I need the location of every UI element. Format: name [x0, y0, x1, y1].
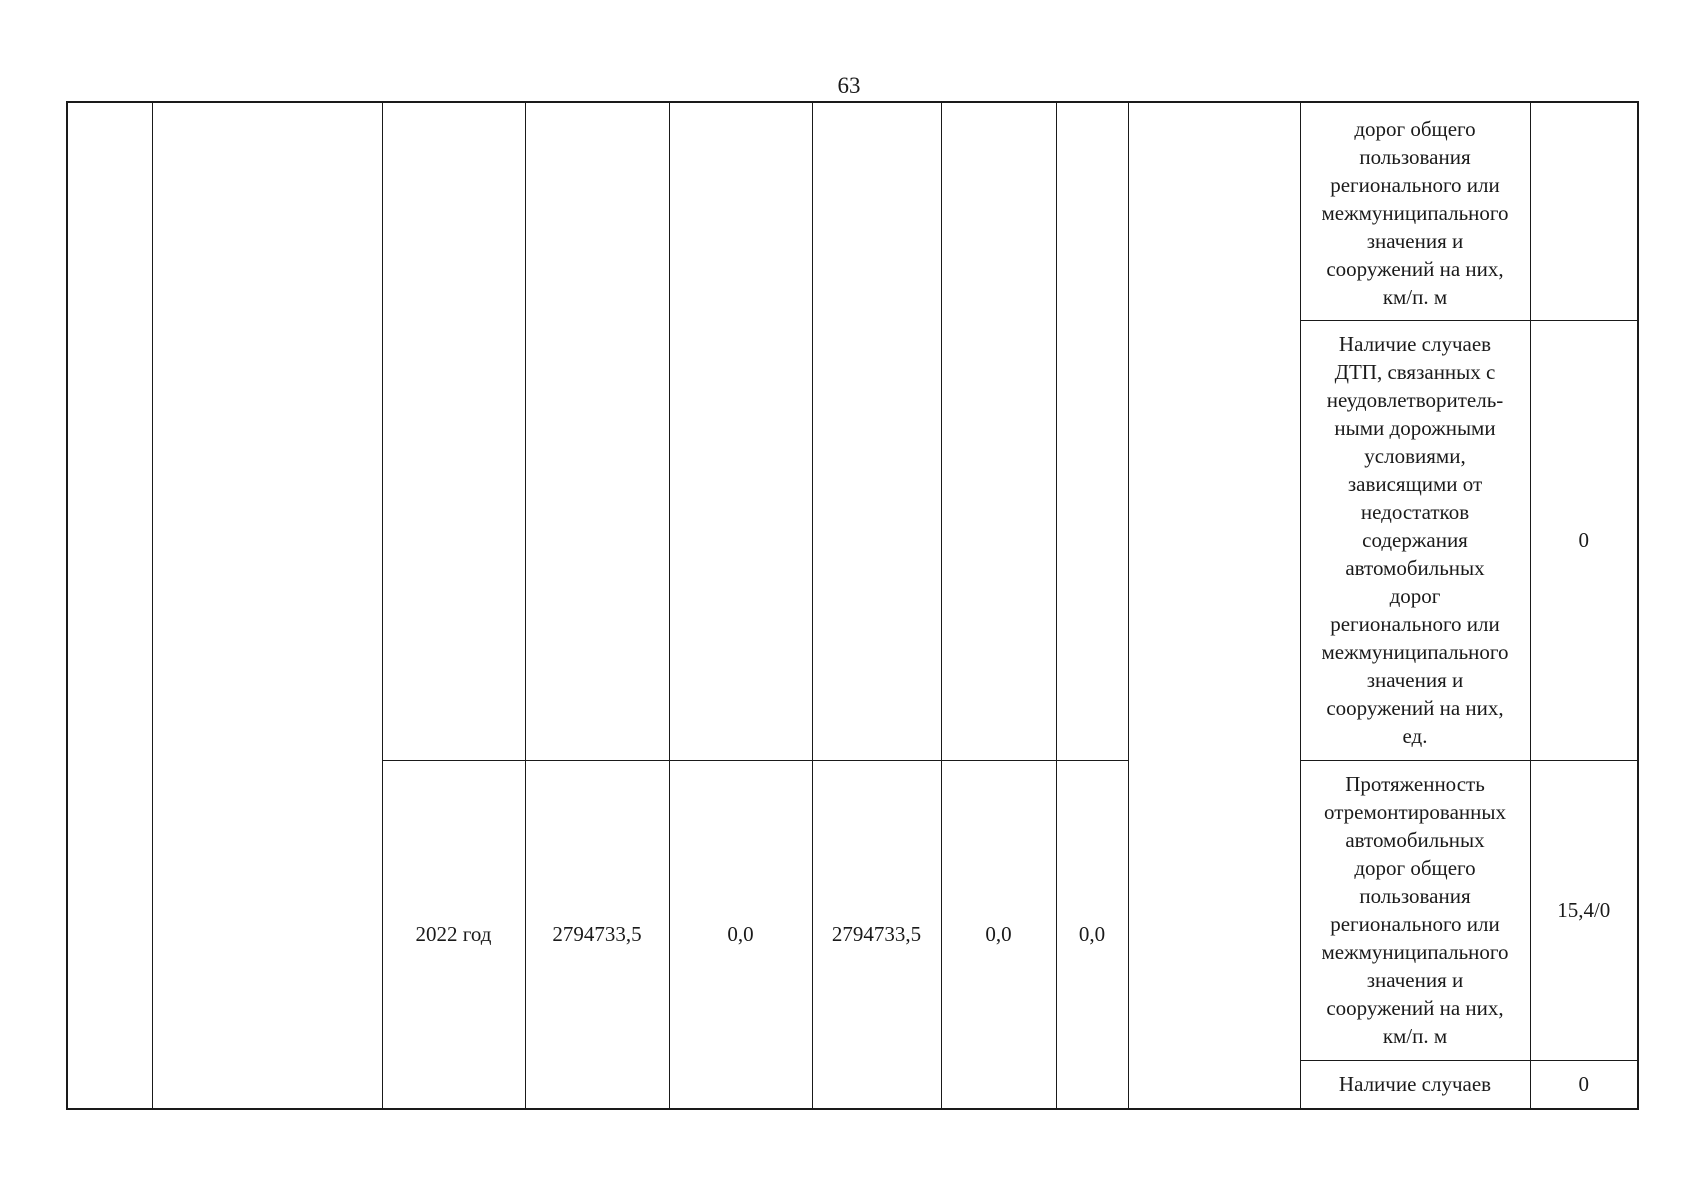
page-number: 63 — [837, 73, 861, 98]
cell-year: 2022 год — [382, 760, 525, 1109]
cell-period-empty — [382, 102, 525, 760]
cell-col-a: 0,0 — [669, 760, 812, 1109]
indicator-cell: Наличие случаев — [1300, 1060, 1530, 1109]
table-row — [67, 102, 1638, 320]
cell-col-b-empty — [812, 102, 941, 760]
cell-col-d-empty — [1056, 102, 1128, 760]
indicator-value: 0 — [1530, 1060, 1638, 1109]
cell-col-c-empty — [941, 102, 1056, 760]
indicator-cell: дорог общего пользования регионального или межмуниципального значения и сооружений на них, км/п. м — [1300, 102, 1530, 320]
cell-executor — [1128, 102, 1300, 1109]
cell-number — [67, 102, 152, 1109]
cell-col-d: 0,0 — [1056, 760, 1128, 1109]
program-table — [66, 101, 1639, 1110]
indicator-value — [1530, 102, 1638, 320]
cell-total-empty — [525, 102, 669, 760]
indicator-value: 15,4/0 — [1530, 760, 1638, 1060]
cell-col-a-empty — [669, 102, 812, 760]
cell-total: 2794733,5 — [525, 760, 669, 1109]
cell-event-name — [152, 102, 382, 1109]
indicator-cell: Протяженность отремонтированных автомобильных дорог общего пользования регионального или межмуниципального значения и сооружений на них, км/п. м — [1300, 760, 1530, 1060]
cell-col-b: 2794733,5 — [812, 760, 941, 1109]
indicator-cell: Наличие случаев ДТП, связанных с неудовлетворитель- ными дорожными условиями, зависящими от недостатков содержания автомобильных дорог регионального или межмуниципального значения и сооружений на них, ед. — [1300, 320, 1530, 760]
indicator-value: 0 — [1530, 320, 1638, 760]
cell-col-c: 0,0 — [941, 760, 1056, 1109]
